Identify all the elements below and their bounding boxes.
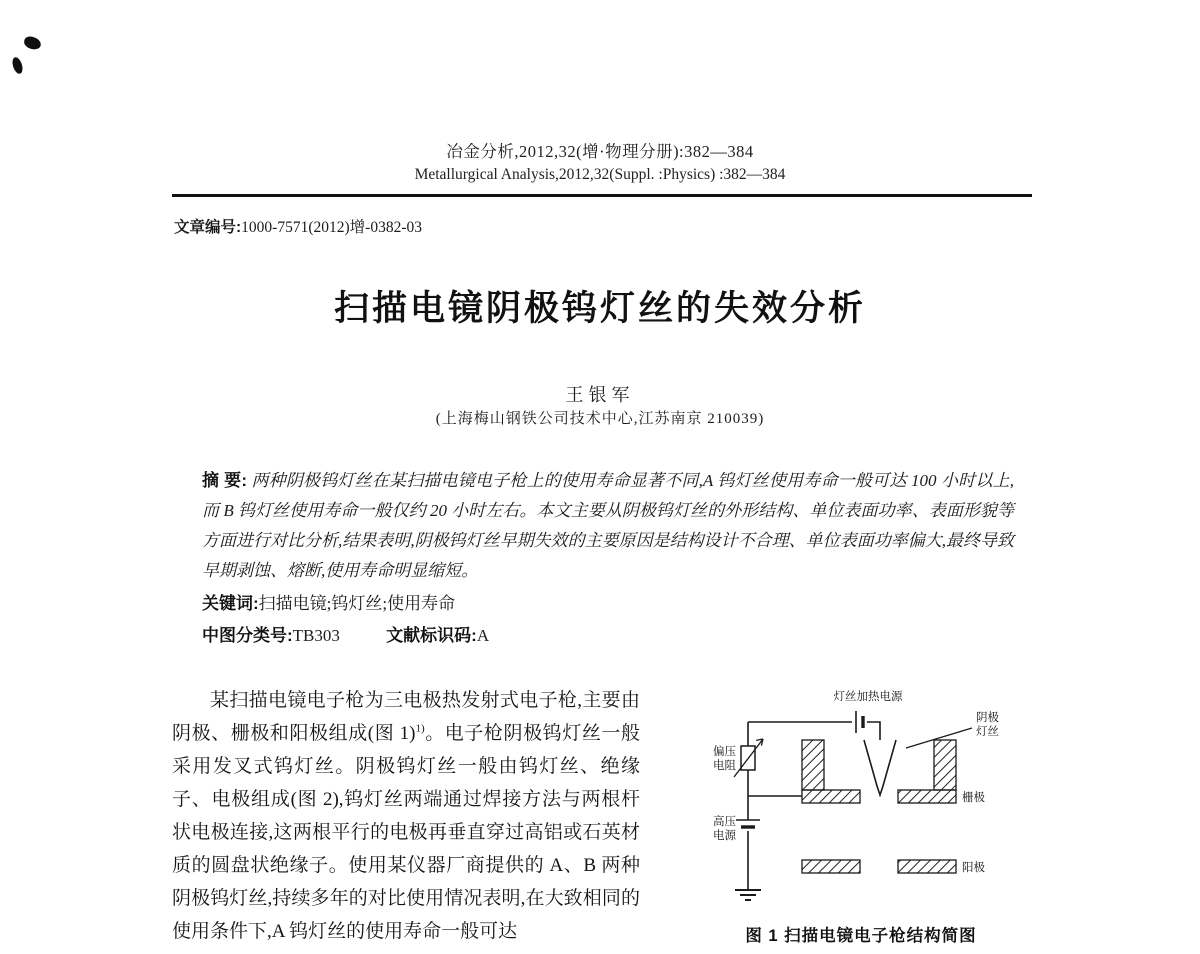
figure-column [690,684,1032,948]
author-name: 王银军 [565,385,635,405]
body-column-left [172,684,640,948]
cathode-label-line1: 阴极 [976,712,999,724]
scan-ink-artifact [23,35,42,51]
article-number-line [174,215,422,237]
hv-battery-icon [736,820,760,827]
keywords-label: 关键词: [202,594,259,613]
doc-code-label: 文献标识码: [386,626,477,645]
heater-battery-icon [856,711,863,733]
cathode-filament-shape [864,740,896,795]
anode-electrode-shape [802,860,956,873]
body-text-1: 某扫描电镜电子枪为三电极热发射式电子枪,主要由阴极、栅极和阳极组成(图 1) [172,690,640,744]
abstract-label: 摘 要: [202,471,247,490]
abstract-text: 两种阴极钨灯丝在某扫描电镜电子枪上的使用寿命显著不同,A 钨灯丝使用寿命一般可达 100 小时以上,而 B 钨灯丝使用寿命一般仅约 20 小时左右。本文主要从阴极钨灯丝的外形结构、单位表面功率、表面形貌等方面进行对比分析,结果表明,阴极钨灯丝早期失效的主要原因是结构设计不合理、单位表面功率偏大,最终导致早期剥蚀、熔断,使用寿命明显缩短。 [202,471,1014,580]
doc-code-value: A [476,626,490,645]
keywords-text: 扫描电镜;钨灯丝;使用寿命 [258,594,456,613]
journal-citation-cn: 冶金分析,2012,32(增·物理分册):382—384 [446,142,754,161]
clc-label: 中图分类号: [202,626,293,645]
clc-value: TB303 [292,626,340,645]
header-divider [172,194,1032,197]
figure1-electron-gun-schematic [690,684,1032,916]
journal-citation-en: Metallurgical Analysis,2012,32(Suppl. :Physics) :382—384 [414,166,786,183]
bias-label-line1: 偏压 [713,746,736,758]
hv-label-line1: 高压 [713,816,736,828]
author-affiliation: (上海梅山钢铁公司技术中心,江苏南京 210039) [435,411,765,427]
article-number-value: 1000-7571(2012)增-0382-03 [241,219,422,236]
scan-ink-artifact [11,56,25,75]
body-paragraph [172,684,640,948]
grid-label: 栅极 [962,792,985,804]
article-number-label: 文章编号: [174,219,242,236]
body-text-2: 。电子枪阴极钨灯丝一般采用发叉式钨灯丝。阴极钨灯丝一般由钨灯丝、绝缘子、电极组成(图 2),钨灯丝两端通过焊接方法与两根杆状电极连接,这两根平行的电极再垂直穿过高铝或石英材质的圆盘状绝缘子。使用某仪器厂商提供的 A、B 两种阴极钨灯丝,持续多年的对比使用情况表明,在大致相同的使用条件下,A 钨灯丝的使用寿命一般可达 [172,723,640,942]
paper-title: 扫描电镜阴极钨灯丝的失效分析 [333,289,866,328]
citation-superscript: 1) [415,722,425,735]
abstract-paragraph [202,466,1014,586]
ground-icon [735,890,761,900]
figure1-caption: 图 1 扫描电镜电子枪结构简图 [745,927,977,945]
keywords-line [202,589,1014,619]
heater-supply-label: 灯丝加热电源 [833,691,903,703]
cathode-label-line2: 灯丝 [976,726,999,738]
bias-label-line2: 电阻 [713,760,736,772]
classification-line [202,621,1014,651]
anode-label: 阳极 [962,862,985,874]
hv-label-line2: 电源 [713,830,736,842]
front-matter-block [202,466,1014,651]
two-column-body [172,684,1032,948]
